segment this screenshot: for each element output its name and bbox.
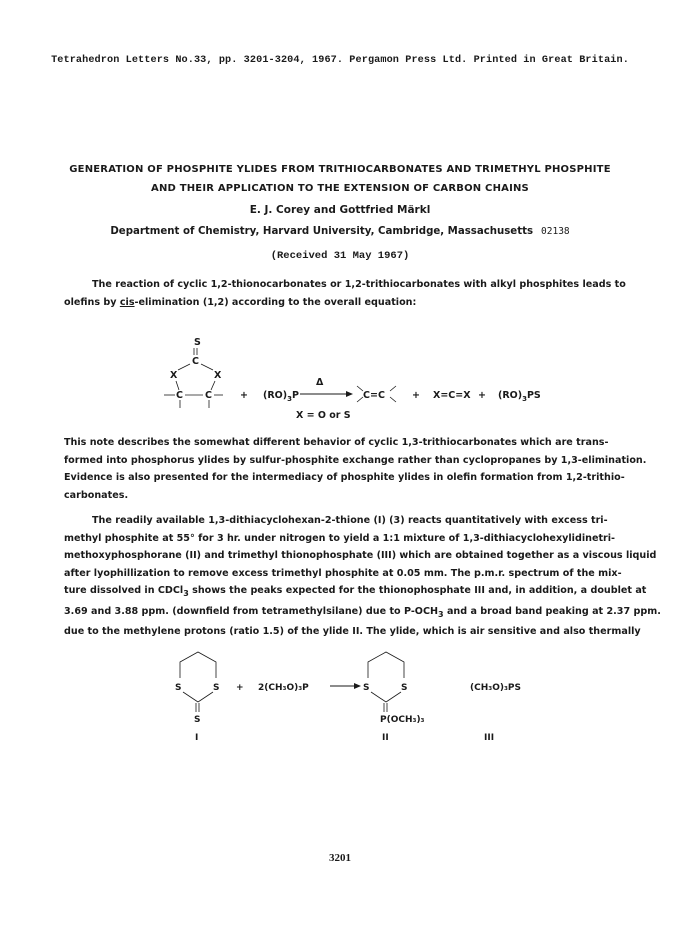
affiliation	[0, 226, 680, 237]
compound-I-sulfur-right: S	[213, 683, 220, 693]
received-date: (Received 31 May 1967)	[270, 250, 410, 262]
phosphite-reagent: $(RO)_3P$	[263, 390, 299, 403]
p2-line-3: Evidence is also presented for the intermediacy of phosphite ylides in olefin formation from 1,2-trithio-	[64, 472, 625, 484]
compound-II-sulfur-left: S	[363, 683, 370, 693]
intro-line-1: The reaction of cyclic 1,2-thionocarbonates or 1,2-trithiocarbonates with alkyl phosphites leads to	[92, 279, 626, 290]
p3-line-6	[64, 603, 661, 624]
p3-line-5-tail: shows the peaks expected for the thionophosphate III and, in addition, a doublet at	[188, 585, 647, 597]
trimethyl-phosphite: 2(CH₃O)₃P	[258, 683, 309, 693]
compound-I-sulfur-left: S	[175, 683, 182, 693]
title-line-2: AND THEIR APPLICATION TO THE EXTENSION OF CARBON CHAINS	[151, 183, 529, 194]
p3-line-6-tail: and a broad band peaking at 2.37 ppm.	[443, 605, 661, 617]
thione-sulfur: S	[194, 337, 201, 348]
compound-II-sulfur-right: S	[401, 683, 408, 693]
intro-text: olefins by	[64, 296, 120, 308]
intro-text-end: -elimination (1,2) according to the overall equation:	[134, 296, 417, 308]
page-number: 3201	[329, 852, 351, 864]
p3-line-4: after lyophillization to remove excess trimethyl phosphite at 0.05 mm. The p.m.r. spectrum of the mix-	[64, 567, 622, 579]
reaction-arrow	[346, 391, 353, 397]
ring-carbon-left: C	[176, 390, 183, 401]
intro-line-2	[64, 294, 616, 312]
ring-atom-x-right: X	[214, 370, 222, 381]
p3-line-5	[64, 582, 647, 603]
plus-sign-1: +	[240, 390, 248, 401]
authors: E. J. Corey and Gottfried Märkl	[249, 204, 431, 216]
olefin-product: C=C	[363, 390, 385, 401]
ring-atom-x-left: X	[170, 370, 178, 381]
heat-symbol: Δ	[316, 377, 324, 388]
p3-line-6-text: 3.69 and 3.88 ppm. (downfield from tetramethylsilane) due to P-OCH	[64, 605, 439, 617]
p3-line-5-sub: 3	[183, 589, 189, 599]
carbonyl-carbon: C	[192, 356, 199, 367]
p3-line-7: due to the methylene protons (ratio 1.5) of the ylide II. The ylide, which is air sensitive and also thermally	[64, 626, 641, 638]
compound-III: (CH₃O)₃PS	[470, 683, 521, 693]
condition-x: X = O or S	[296, 410, 351, 421]
ring-carbon-right: C	[205, 390, 212, 401]
p3-line-6-sub: 3	[438, 609, 444, 619]
compound-I-thione: S	[194, 715, 201, 725]
label-II: II	[382, 733, 389, 743]
label-III: III	[484, 733, 495, 743]
affiliation-text: Department of Chemistry, Harvard University, Cambridge, Massachusetts	[110, 226, 534, 237]
paragraph-3	[64, 512, 661, 641]
byproduct-xcx: X=C=X	[433, 390, 471, 401]
thiophosphate-product: $(RO)_3PS$	[498, 390, 541, 403]
plus-sign-3: +	[478, 390, 486, 401]
title-line-1: GENERATION OF PHOSPHITE YLIDES FROM TRITHIOCARBONATES AND TRIMETHYL PHOSPHITE	[69, 164, 611, 175]
journal-header: Tetrahedron Letters No.33, pp. 3201-3204, 1967. Pergamon Press Ltd. Printed in Great Britain.	[51, 55, 629, 66]
p2-line-4: carbonates.	[64, 489, 129, 501]
p3-line-5-text: ture dissolved in CDCl	[64, 585, 184, 597]
intro-italic-cis: cis	[119, 296, 135, 308]
label-I: I	[195, 733, 199, 743]
p3-line-3: methoxyphosphorane (II) and trimethyl thionophosphate (III) which are obtained together as a viscous liquid	[64, 550, 657, 562]
article-title	[40, 160, 640, 198]
zip-code: 02138	[541, 226, 570, 237]
plus-sign: +	[236, 683, 244, 693]
p3-line-1: The readily available 1,3-dithiacyclohexan-2-thione (I) (3) reacts quantitatively with excess tri-	[92, 515, 608, 526]
p2-line-2: formed into phosphorus ylides by sulfur-phosphite exchange rather than cyclopropanes by 1,3-elimination.	[64, 454, 647, 466]
p3-line-2: methyl phosphite at 55° for 3 hr. under nitrogen to yield a 1:1 mixture of 1,3-dithiacyclohexylidinetri-	[64, 532, 616, 544]
paragraph-2	[64, 434, 647, 504]
plus-sign-2: +	[412, 390, 420, 401]
reaction-arrow-2	[354, 683, 361, 689]
p2-line-1: This note describes the somewhat different behavior of cyclic 1,3-trithiocarbonates which are trans-	[64, 437, 609, 448]
compound-II-phosphorus: P(OCH₃)₃	[380, 715, 425, 725]
reaction-scheme-1	[100, 328, 580, 428]
reaction-scheme-2	[140, 646, 560, 756]
intro-paragraph	[64, 276, 626, 311]
